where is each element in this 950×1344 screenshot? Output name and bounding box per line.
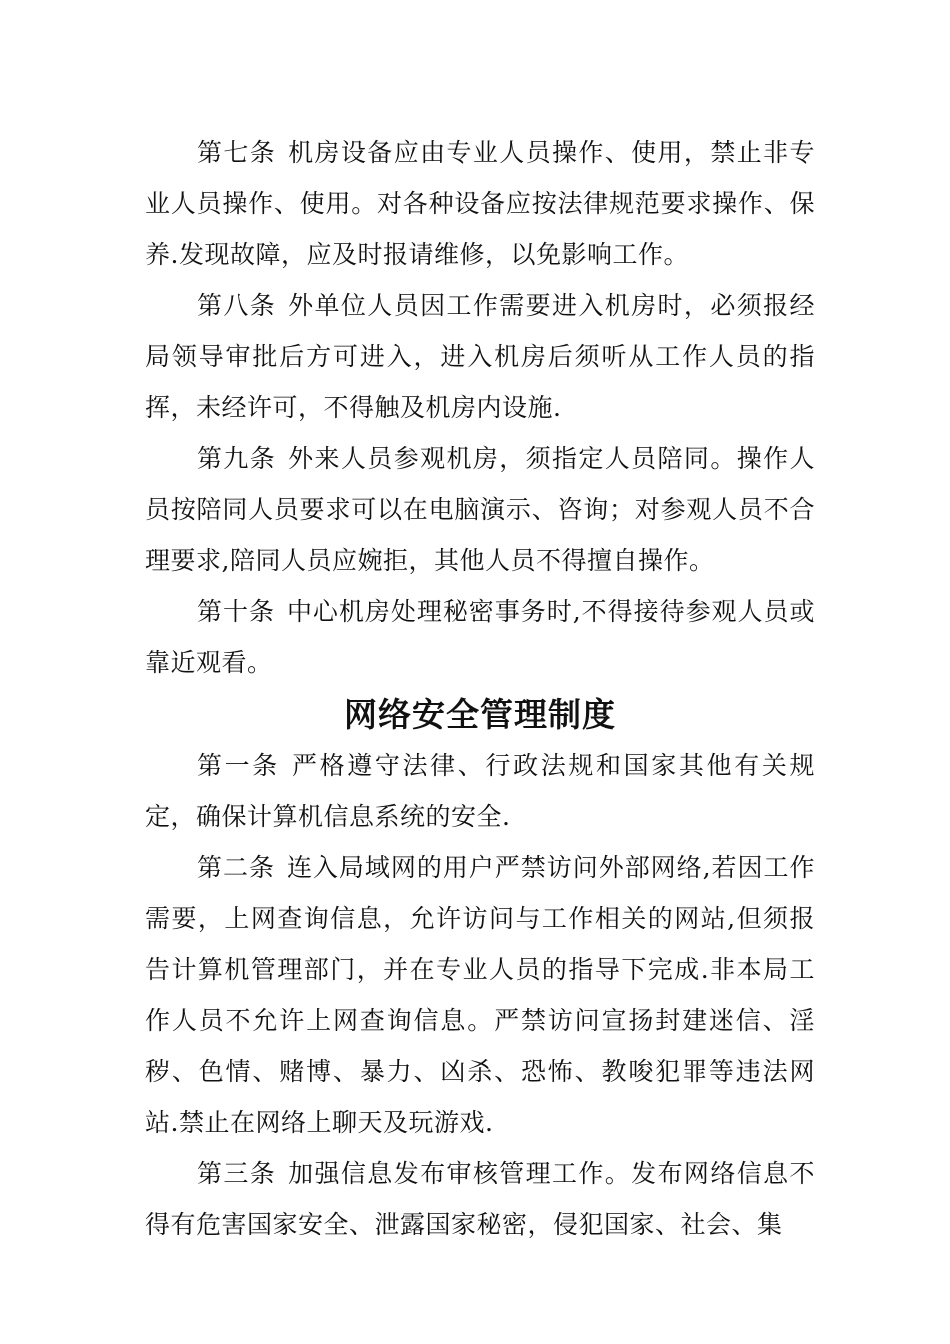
article-label: 第九条 bbox=[197, 444, 277, 473]
document-body bbox=[145, 127, 815, 1250]
article-text: 外来人员参观机房，须指定人员陪同。操作人员按陪同人员要求可以在电脑演示、咨询；对参观人员不合理要求,陪同人员应婉拒，其他人员不得擅自操作。 bbox=[145, 444, 815, 575]
article-text: 外单位人员因工作需要进入机房时，必须报经局领导审批后方可进入，进入机房后须听从工作人员的指挥，未经许可，不得触及机房内设施. bbox=[145, 291, 815, 422]
article-7 bbox=[145, 127, 815, 280]
article-text: 中心机房处理秘密事务时,不得接待参观人员或靠近观看。 bbox=[145, 597, 815, 677]
article-text: 机房设备应由专业人员操作、使用，禁止非专业人员操作、使用。对各种设备应按法律规范要求操作、保养.发现故障，应及时报请维修，以免影响工作。 bbox=[145, 138, 815, 269]
article-label: 第三条 bbox=[197, 1159, 277, 1188]
article-text: 严格遵守法律、行政法规和国家其他有关规定，确保计算机信息系统的安全. bbox=[145, 751, 815, 831]
article-2 bbox=[145, 842, 815, 1148]
article-text: 连入局域网的用户严禁访问外部网络,若因工作需要，上网查询信息，允许访问与工作相关的网站,但须报告计算机管理部门，并在专业人员的指导下完成.非本局工作人员不允许上网查询信息。严禁访问宣扬封建迷信、淫秽、色情、赌博、暴力、凶杀、恐怖、教唆犯罪等违法网站.禁止在网络上聊天及玩游戏. bbox=[145, 853, 815, 1137]
article-1 bbox=[145, 740, 815, 842]
article-8 bbox=[145, 280, 815, 433]
article-text: 加强信息发布审核管理工作。发布网络信息不得有危害国家安全、泄露国家秘密，侵犯国家、社会、集 bbox=[145, 1159, 815, 1239]
article-label: 第八条 bbox=[197, 291, 277, 320]
article-label: 第二条 bbox=[197, 853, 275, 882]
article-label: 第十条 bbox=[197, 597, 275, 626]
article-label: 第一条 bbox=[197, 751, 280, 780]
article-10 bbox=[145, 586, 815, 688]
article-3 bbox=[145, 1148, 815, 1250]
article-9 bbox=[145, 433, 815, 586]
section-title: 网络安全管理制度 bbox=[344, 695, 616, 734]
article-label: 第七条 bbox=[197, 138, 277, 167]
